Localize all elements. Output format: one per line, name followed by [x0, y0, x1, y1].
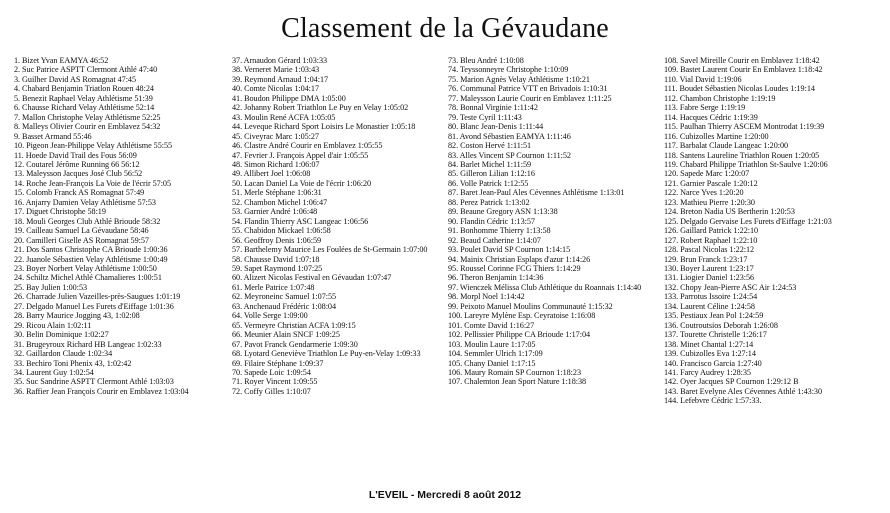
result-entry: 105. Chany Daniel 1:17:15 — [448, 358, 536, 368]
result-entry: 4. Chabard Benjamin Triatlon Rouen 48:24 — [14, 84, 154, 94]
result-entry: 53. Garnier André 1:06:48 — [232, 207, 318, 217]
result-entry: 78. Bonnal Virginie 1:11:42 — [448, 103, 538, 113]
result-entry: 132. Chopy Jean-Pierre ASC Air 1:24:53 — [664, 282, 797, 292]
result-entry: 143. Baret Evelyne Ales Cévennes Athlé 1:43:30 — [664, 386, 823, 396]
result-entry: 47. Fevrier J. François Appel d'air 1:05:55 — [232, 150, 369, 160]
result-entry: 32. Gaillardon Claude 1:02:34 — [14, 349, 113, 359]
result-entry: 68. Lyotard Geneviève Triathlon Le Puy-en-Velay 1:09:33 — [232, 349, 421, 359]
result-entry: 119. Chabard Philippe Triathlon St-Saulve 1:20:06 — [664, 159, 828, 169]
result-entry: 103. Moulin Laure 1:17:05 — [448, 339, 536, 349]
result-entry: 5. Benezit Raphael Velay Athlétisme 51:39 — [14, 93, 153, 103]
result-entry: 7. Mallon Christophe Velay Athlétisme 52:25 — [14, 112, 161, 122]
result-entry: 90. Flandin Cédric 1:13:57 — [448, 216, 535, 226]
result-entry: 26. Charrade Julien Vazeilles-près-Saugues 1:01:19 — [14, 292, 181, 302]
newspaper-footer: L'EVEIL - Mercredi 8 août 2012 — [368, 489, 522, 501]
result-entry: 85. Gilleron Lilian 1:12:16 — [448, 169, 535, 179]
result-entry: 106. Maury Romain SP Cournon 1:18:23 — [448, 367, 581, 377]
result-entry: 98. Morpl Noel 1:14:42 — [448, 292, 525, 302]
result-entry: 116. Cubizolles Martine 1:20:00 — [664, 131, 769, 141]
result-entry: 108. Savel Mireille Courir en Emblavez 1:18:42 — [664, 56, 820, 65]
result-entry: 6. Chausse Richard Velay Athlétisme 52:14 — [14, 103, 155, 113]
result-entry: 40. Comte Nicolas 1:04:17 — [232, 84, 319, 94]
result-entry: 141. Farcy Audrey 1:28:35 — [664, 367, 751, 377]
result-entry: 46. Clastre André Courir en Emblavez 1:05:55 — [232, 141, 383, 151]
result-entry: 66. Meunier Alain SNCF 1:09:25 — [232, 330, 340, 340]
result-entry: 27. Delgado Manuel Les Furets d'Eiffage 1:01:36 — [14, 301, 174, 311]
result-entry: 79. Teste Cyril 1:11:43 — [448, 112, 522, 122]
result-entry: 20. Camilleri Giselle AS Romagnat 59:57 — [14, 235, 149, 245]
result-entry: 104. Semmler Ulrich 1:17:09 — [448, 349, 543, 359]
result-entry: 84. Barlet Michel 1:11:59 — [448, 159, 532, 169]
result-entry: 13. Maleysson Jacques José Club 56:52 — [14, 169, 143, 179]
result-entry: 70. Sapede Loic 1:09:54 — [232, 367, 311, 377]
result-entry: 33. Bechiro Toni Phenix 43, 1:02:42 — [14, 358, 132, 368]
result-entry: 10. Pigeon Jean-Philippe Velay Athlétisme 55:55 — [14, 141, 173, 151]
result-entry: 9. Basset Armand 55:46 — [14, 131, 92, 141]
result-entry: 107. Chalemton Jean Sport Nature 1:18:38 — [448, 377, 587, 387]
result-entry: 93. Poulet David SP Cournon 1:14:15 — [448, 245, 571, 255]
result-entry: 69. Filaire Stéphane 1:09:37 — [232, 358, 324, 368]
results-column-1 — [14, 56, 228, 486]
result-entry: 45. Civeyrac Marc 1:05:27 — [232, 131, 319, 141]
result-entry: 1. Bizet Yvan EAMYA 46:52 — [14, 56, 109, 65]
result-entry: 16. Anjarry Damien Velay Athlétisme 57:53 — [14, 197, 156, 207]
result-entry: 97. Wienczek Mélissa Club Athlétique du Roannais 1:14:40 — [448, 282, 642, 292]
result-entry: 73. Bleu André 1:10:08 — [448, 56, 524, 65]
result-entry: 87. Baret Jean-Paul Ales Cévennes Athlétisme 1:13:01 — [448, 188, 625, 198]
result-entry: 63. Anchenaud Frédéric 1:08:04 — [232, 301, 337, 311]
result-entry: 101. Comte David 1:16:27 — [448, 320, 535, 330]
result-entry: 42. Johanny Robert Triathlon Le Puy en Velay 1:05:02 — [232, 103, 409, 113]
result-entry: 31. Brugeyroux Richard HB Langeac 1:02:33 — [14, 339, 162, 349]
result-entry: 52. Chambon Michel 1:06:47 — [232, 197, 328, 207]
result-entry: 113. Fabre Serge 1:19:19 — [664, 103, 746, 113]
result-entry: 60. Alizert Nicolas Festival en Gévaudan 1:07:47 — [232, 273, 392, 283]
result-entry: 34. Laurent Guy 1:02:54 — [14, 367, 94, 377]
result-entry: 74. Teyssonneyre Christophe 1:10:09 — [448, 65, 569, 75]
result-entry: 17. Diguet Christophe 58:19 — [14, 207, 106, 217]
result-entry: 75. Marion Agnès Velay Athlétisme 1:10:21 — [448, 74, 590, 84]
result-entry: 18. Mouli Georges Club Athlé Brioude 58:32 — [14, 216, 161, 226]
result-entry: 55. Chabidon Mickael 1:06:58 — [232, 226, 331, 236]
result-entry: 50. Lacan Daniel La Voie de l'écrir 1:06:20 — [232, 178, 372, 188]
result-entry: 15. Colomb Franck AS Romagnat 57:49 — [14, 188, 145, 198]
result-entry: 54. Flandin Thierry ASC Langeac 1:06:56 — [232, 216, 369, 226]
result-entry: 71. Royer Vincent 1:09:55 — [232, 377, 318, 387]
result-entry: 58. Chausse David 1:07:18 — [232, 254, 320, 264]
result-entry: 28. Barry Maurice Jogging 43, 1:02:08 — [14, 311, 140, 321]
result-entry: 109. Bastet Laurent Courir En Emblavez 1:18:42 — [664, 65, 823, 75]
result-entry: 24. Schiltz Michel Athlé Chamalieres 1:00:51 — [14, 273, 162, 283]
result-entry: 48. Simon Richard 1:06:07 — [232, 159, 320, 169]
result-entry: 88. Perez Patrick 1:13:02 — [448, 197, 530, 207]
result-entry: 21. Dos Santos Christophe CA Brioude 1:00:36 — [14, 245, 168, 255]
result-entry: 65. Vermeyre Christian ACFA 1:09:15 — [232, 320, 356, 330]
result-entry: 129. Brun Franck 1:23:17 — [664, 254, 748, 264]
result-entry: 72. Coffy Gilles 1:10:07 — [232, 386, 311, 396]
result-entry: 126. Gaillard Patrick 1:22:10 — [664, 226, 759, 236]
result-entry: 76. Communal Patrice VTT en Brivadois 1:10:31 — [448, 84, 608, 94]
result-entry: 8. Malleys Olivier Courir en Emblavez 54:32 — [14, 122, 161, 132]
result-entry: 80. Blanc Jean-Denis 1:11:44 — [448, 122, 544, 132]
result-entry: 56. Geoffroy Denis 1:06:59 — [232, 235, 322, 245]
result-entry: 121. Garnier Pascale 1:20:12 — [664, 178, 758, 188]
result-entry: 38. Verneret Marie 1:03:43 — [232, 65, 320, 75]
result-entry: 67. Pavot Franck Gendarmerie 1:09:30 — [232, 339, 358, 349]
result-entry: 117. Barbalat Claude Langeac 1:20:00 — [664, 141, 789, 151]
result-entry: 11. Hoede David Trail des Fous 56:09 — [14, 150, 137, 160]
result-entry: 2. Suc Patrice ASPTT Clermont Athlé 47:40 — [14, 65, 158, 75]
result-entry: 124. Breton Nadia US Bertherin 1:20:53 — [664, 207, 795, 217]
result-entry: 128. Pascal Nicolas 1:22:12 — [664, 245, 755, 255]
result-entry: 77. Maleysson Laurie Courir en Emblavez 1:11:25 — [448, 93, 612, 103]
result-entry: 61. Merle Patrice 1:07:48 — [232, 282, 315, 292]
result-entry: 115. Paulhan Thierry ASCEM Montrodat 1:19:39 — [664, 122, 825, 132]
result-entry: 136. Coutroutsios Deborah 1:26:08 — [664, 320, 778, 330]
result-entry: 127. Robert Raphael 1:22:10 — [664, 235, 758, 245]
results-column-4 — [664, 56, 878, 486]
result-entry: 22. Juanole Sébastien Velay Athlétisme 1:00:49 — [14, 254, 168, 264]
result-entry: 14. Roche Jean-François La Voie de l'écrir 57:05 — [14, 178, 172, 188]
results-columns — [0, 56, 890, 486]
result-entry: 144. Lefebvre Cédric 1:57:33. — [664, 396, 762, 406]
result-entry: 43. Moulin René ACFA 1:05:05 — [232, 112, 336, 122]
result-entry: 41. Boudon Philippe DMA 1:05:00 — [232, 93, 346, 103]
result-entry: 134. Laurent Céline 1:24:58 — [664, 301, 755, 311]
result-entry: 64. Volle Serge 1:09:00 — [232, 311, 308, 321]
result-entry: 120. Sapede Marc 1:20:07 — [664, 169, 750, 179]
result-entry: 95. Roussel Corinne FCG Thiers 1:14:29 — [448, 263, 581, 273]
page-title: Classement de la Gévaudane — [281, 13, 609, 44]
result-entry: 49. Allibert Joel 1:06:08 — [232, 169, 311, 179]
result-entry: 89. Beaune Gregory ASN 1:13:38 — [448, 207, 558, 217]
result-entry: 81. Avond Sébastien EAMYA 1:11:46 — [448, 131, 571, 141]
result-entry: 57. Barthelemy Maurice Les Foulées de St-Germain 1:07:00 — [232, 245, 428, 255]
result-entry: 102. Pellissier Philippe CA Brioude 1:17:04 — [448, 330, 591, 340]
result-entry: 110. Vial David 1:19:06 — [664, 74, 742, 84]
result-entry: 135. Pestiaux Jean Pol 1:24:59 — [664, 311, 764, 321]
result-entry: 86. Volle Patrick 1:12:55 — [448, 178, 529, 188]
result-entry: 25. Bay Julien 1:00:53 — [14, 282, 88, 292]
result-entry: 51. Merle Stéphane 1:06:31 — [232, 188, 322, 198]
result-entry: 37. Arnaudon Gérard 1:03:33 — [232, 56, 328, 65]
result-entry: 29. Ricou Alain 1:02:11 — [14, 320, 92, 330]
result-entry: 114. Hacques Cédric 1:19:39 — [664, 112, 758, 122]
result-entry: 131. Liogier Daniel 1:23:56 — [664, 273, 755, 283]
result-entry: 39. Reymond Arnaud 1:04:17 — [232, 74, 329, 84]
result-entry: 23. Boyer Norbert Velay Athlétisme 1:00:50 — [14, 263, 157, 273]
result-entry: 44. Leveque Richard Sport Loisirs Le Monastier 1:05:18 — [232, 122, 416, 132]
result-entry: 3. Guilher David AS Romagnat 47:45 — [14, 74, 137, 84]
result-entry: 99. Peixoto Manuel Moulins Communauté 1:15:32 — [448, 301, 613, 311]
result-entry: 130. Boyer Laurent 1:23:17 — [664, 263, 754, 273]
result-entry: 140. Francisco Garcia 1:27:40 — [664, 358, 762, 368]
result-entry: 35. Suc Sandrine ASPTT Clermont Athlé 1:03:03 — [14, 377, 174, 387]
result-entry: 133. Parrotus Issoire 1:24:54 — [664, 292, 758, 302]
result-entry: 111. Boudet Sébastien Nicolas Loudes 1:19:14 — [664, 84, 815, 94]
result-entry: 59. Sapet Raymond 1:07:25 — [232, 263, 323, 273]
result-entry: 139. Cubizolles Eva 1:27:14 — [664, 349, 756, 359]
results-column-2 — [232, 56, 440, 486]
result-entry: 118. Santens Laureline Triathlon Rouen 1:20:05 — [664, 150, 820, 160]
result-entry: 19. Cailleau Samuel La Gévaudane 58:46 — [14, 226, 149, 236]
result-entry: 12. Coutarel Jérôme Running 66 56:12 — [14, 159, 140, 169]
result-entry: 91. Bonhomme Thierry 1:13:58 — [448, 226, 551, 236]
result-entry: 137. Tourette Christelle 1:26:17 — [664, 330, 767, 340]
result-entry: 112. Chambon Christophe 1:19:19 — [664, 93, 776, 103]
result-entry: 96. Theron Benjamin 1:14:36 — [448, 273, 544, 283]
result-entry: 122. Narce Yves 1:20:20 — [664, 188, 744, 198]
result-entry: 138. Minet Chantal 1:27:14 — [664, 339, 754, 349]
result-entry: 100. Lareyre Mylène Esp. Ceyratoise 1:16:08 — [448, 311, 596, 321]
result-entry: 92. Beaud Catherine 1:14:07 — [448, 235, 541, 245]
result-entry: 94. Mainix Christian Esplaps d'azur 1:14:26 — [448, 254, 591, 264]
result-entry: 36. Raffier Jean François Courir en Emblavez 1:03:04 — [14, 386, 189, 396]
result-entry: 82. Coston Hervé 1:11:51 — [448, 141, 532, 151]
result-entry: 30. Belin Dominique 1:02:27 — [14, 330, 109, 340]
result-entry: 62. Meyroneinc Samuel 1:07:55 — [232, 292, 337, 302]
result-entry: 125. Delgado Gervaise Les Furets d'Eiffage 1:21:03 — [664, 216, 832, 226]
result-entry: 123. Mathieu Pierre 1:20:30 — [664, 197, 755, 207]
results-column-3 — [448, 56, 658, 486]
result-entry: 142. Oyer Jacques SP Cournon 1:29:12 B — [664, 377, 799, 387]
result-entry: 83. Alles Vincent SP Cournon 1:11:52 — [448, 150, 571, 160]
